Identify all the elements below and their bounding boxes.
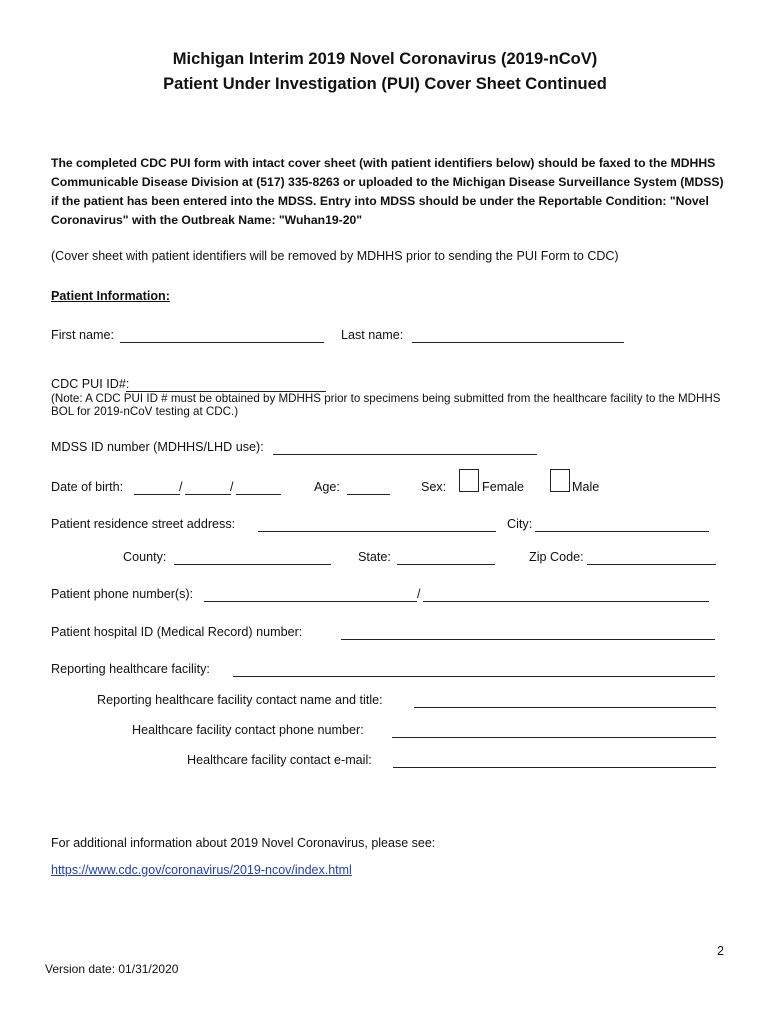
patient-info-heading: Patient Information: bbox=[51, 289, 170, 303]
zip-code-field[interactable] bbox=[587, 564, 716, 565]
dob-separator-2: / bbox=[230, 480, 234, 494]
facility-label: Reporting healthcare facility: bbox=[51, 662, 210, 676]
page-number: 2 bbox=[717, 944, 725, 958]
last-name-field[interactable] bbox=[412, 342, 624, 343]
male-label: Male bbox=[572, 480, 600, 494]
state-field[interactable] bbox=[397, 564, 495, 565]
facility-contact-field[interactable] bbox=[414, 707, 716, 708]
age-label: Age: bbox=[314, 480, 340, 494]
last-name-label: Last name: bbox=[341, 328, 404, 342]
page-subtitle: Patient Under Investigation (PUI) Cover Sheet Continued bbox=[163, 75, 607, 93]
dob-month-field[interactable] bbox=[134, 494, 180, 495]
female-label: Female bbox=[482, 480, 524, 494]
phone-field-1[interactable] bbox=[204, 601, 417, 602]
age-field[interactable] bbox=[347, 494, 390, 495]
facility-contact-label: Reporting healthcare facility contact name and title: bbox=[97, 693, 383, 707]
version-date: Version date: 01/31/2020 bbox=[45, 962, 179, 976]
phone-field-2[interactable] bbox=[423, 601, 709, 602]
instructions-paragraph: The completed CDC PUI form with intact cover sheet (with patient identifiers below) should be faxed to the MDHHS Communicable Disease Division at (517) 335-8263 or uploaded to the Michigan Disease Surveillance System (MDSS) if the patient has been entered into the MDSS. Entry into MDSS should be under the Reportable Condition: "Novel Coronavirus" with the Outbreak Name: "Wuhan19-20" bbox=[51, 156, 724, 227]
phone-separator: / bbox=[417, 587, 421, 601]
male-checkbox[interactable] bbox=[550, 469, 570, 492]
page-title: Michigan Interim 2019 Novel Coronavirus (2019-nCoV) bbox=[172, 50, 598, 68]
county-label: County: bbox=[123, 550, 167, 564]
hospital-id-label: Patient hospital ID (Medical Record) number: bbox=[51, 625, 303, 639]
cover-sheet-note: (Cover sheet with patient identifiers will be removed by MDHHS prior to sending the PUI Form to CDC) bbox=[51, 249, 619, 263]
phone-label: Patient phone number(s): bbox=[51, 587, 194, 601]
city-label: City: bbox=[507, 517, 533, 531]
cdc-coronavirus-link[interactable]: https://www.cdc.gov/coronavirus/2019-ncov/index.html bbox=[51, 863, 352, 877]
facility-email-field[interactable] bbox=[393, 767, 716, 768]
address-field[interactable] bbox=[258, 531, 496, 532]
additional-info-text: For additional information about 2019 Novel Coronavirus, please see: bbox=[51, 836, 436, 850]
mdss-id-label: MDSS ID number (MDHHS/LHD use): bbox=[51, 440, 264, 454]
dob-separator-1: / bbox=[179, 480, 183, 494]
county-field[interactable] bbox=[174, 564, 331, 565]
address-label: Patient residence street address: bbox=[51, 517, 236, 531]
sex-label: Sex: bbox=[421, 480, 447, 494]
female-checkbox[interactable] bbox=[459, 469, 479, 492]
dob-label: Date of birth: bbox=[51, 480, 124, 494]
facility-phone-field[interactable] bbox=[392, 737, 716, 738]
cdc-pui-id-label: CDC PUI ID#: bbox=[51, 377, 130, 391]
facility-field[interactable] bbox=[233, 676, 715, 677]
facility-email-label: Healthcare facility contact e-mail: bbox=[187, 753, 372, 767]
hospital-id-field[interactable] bbox=[341, 639, 715, 640]
first-name-field[interactable] bbox=[120, 342, 324, 343]
dob-year-field[interactable] bbox=[236, 494, 281, 495]
facility-phone-label: Healthcare facility contact phone number: bbox=[132, 723, 364, 737]
dob-day-field[interactable] bbox=[185, 494, 231, 495]
zip-code-label: Zip Code: bbox=[529, 550, 584, 564]
city-field[interactable] bbox=[535, 531, 709, 532]
mdss-id-field[interactable] bbox=[273, 454, 537, 455]
first-name-label: First name: bbox=[51, 328, 114, 342]
cdc-pui-id-note: (Note: A CDC PUI ID # must be obtained by MDHHS prior to specimens being submitted from the healthcare facility to the MDHHS BOL for 2019-nCoV testing at CDC.) bbox=[51, 392, 721, 418]
state-label: State: bbox=[358, 550, 391, 564]
